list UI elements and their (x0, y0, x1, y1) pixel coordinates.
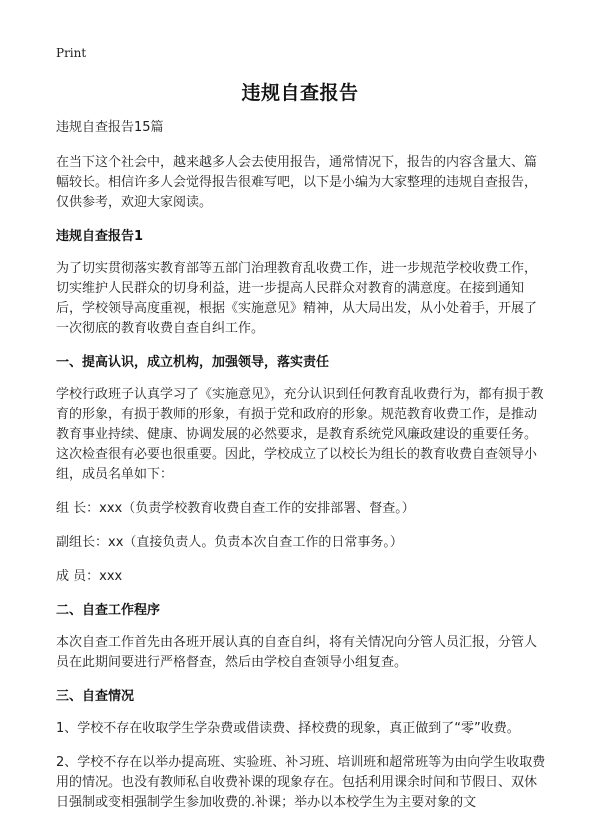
heading-2: 二、自查工作程序 (56, 603, 161, 618)
heading-3: 三、自查情况 (56, 689, 135, 704)
members-line: 成 员：xxx (56, 569, 123, 584)
leader-line: 组 长：xxx（负责学校教育收费自查工作的安排部署、督查。） (56, 501, 415, 516)
page-title: 违规自查报告 (241, 82, 359, 104)
paragraph-3: 本次自查工作首先由各班开展认真的自查自纠，将有关情况向分管人员汇报，分管人员在此期间要进行严格督查，然后由学校自查领导小组复查。 (56, 635, 538, 670)
print-link[interactable]: Print (56, 46, 87, 60)
intro-paragraph: 在当下这个社会中，越来越多人会去使用报告，通常情况下，报告的内容含量大、篇幅较长。相信许多人会觉得报告很难写吧，以下是小编为大家整理的违规自查报告，仅供参考，欢迎大家阅读。 (56, 155, 538, 210)
deputy-line: 副组长：xx（直接负责人。负责本次自查工作的日常事务。） (56, 535, 403, 550)
section-title: 违规自查报告1 (56, 229, 144, 244)
heading-1: 一、提高认识，成立机构，加强领导，落实责任 (56, 355, 330, 370)
paragraph-1: 为了切实贯彻落实教育部等五部门治理教育乱收费工作，进一步规范学校收费工作，切实维护人民群众的切身利益，进一步提高人民群众对教育的满意度。在接到通知后，学校领导高度重视，根据《实施意见》精神，从大局出发，从小处着手，开展了一次彻底的教育收费自查自纠工作。 (56, 261, 538, 336)
paragraph-2: 学校行政班子认真学习了《实施意见》，充分认识到任何教育乱收费行为，都有损于教育的形象，有损于教师的形象，有损于党和政府的形象。规范教育收费工作，是推动教育事业持续、健康、协调发展的必然要求，是教育系统党风廉政建设的重要任务。这次检查很有必要也很重要。因此，学校成立了以校长为组长的教育收费自查领导小组，成员名单如下： (56, 387, 544, 482)
document-body (56, 118, 546, 827)
document-subtitle: 违规自查报告15篇 (56, 120, 164, 135)
list-item-2: 2、学校不存在以举办提高班、实验班、补习班、培训班和超常班等为由向学生收取费用的情况。也没有教师私自收费补课的现象存在。包括利用课余时间和节假日、双休日强制或变相强制学生参加收费的.补课；举办以本校学生为主要对象的文 (56, 755, 546, 810)
list-item-1: 1、学校不存在收取学生学杂费或借读费、择校费的现象，真正做到了“零”收费。 (56, 721, 520, 736)
